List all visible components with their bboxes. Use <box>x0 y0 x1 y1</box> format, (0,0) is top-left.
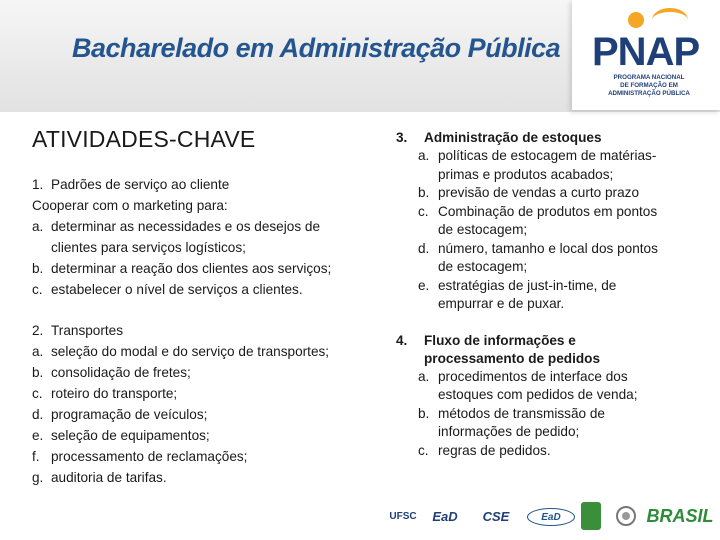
section-4-heading: 4. Fluxo de informações e processamento de pedidos <box>396 332 708 368</box>
list-item-text: previsão de vendas a curto prazo <box>438 185 640 200</box>
section-1-heading: 1. Padrões de serviço ao cliente <box>32 177 230 192</box>
list-item-text: determinar a reação dos clientes aos serviços; <box>51 261 332 276</box>
section-2-heading: 2. Transportes <box>32 323 124 338</box>
section-heading-text: Fluxo de informações e <box>424 332 576 348</box>
list-item: b. métodos de transmissão de informações de pedido; <box>396 405 708 442</box>
list-item-text: procedimentos de interface dos <box>438 368 628 384</box>
list-item-text: clientes para serviços logísticos; <box>51 240 246 255</box>
logo-person-icon <box>628 12 644 28</box>
list-item-text: estoques com pedidos de venda; <box>438 387 638 402</box>
section-1-list <box>32 216 382 300</box>
brasil-logo: BRASIL <box>646 505 714 526</box>
list-item: c. Combinação de produtos em pontos de estocagem; <box>396 203 708 240</box>
cse-logo: CSE <box>482 508 510 524</box>
footer-logos <box>385 496 715 536</box>
list-item-text: auditoria de tarifas. <box>51 470 167 485</box>
list-item: g. auditoria de tarifas. <box>32 467 382 488</box>
list-item-text: de estocagem; <box>438 222 528 237</box>
logo-swoosh-icon <box>652 8 688 32</box>
shield-logo-icon <box>581 502 601 530</box>
banner-title: Bacharelado em Administração Pública <box>72 33 561 63</box>
list-item-text: métodos de transmissão de <box>438 405 605 421</box>
list-item: b. previsão de vendas a curto prazo <box>396 184 708 203</box>
list-item: a. procedimentos de interface dos estoques com pedidos de venda; <box>396 368 708 405</box>
header-banner <box>0 0 720 112</box>
list-item: c. regras de pedidos. <box>396 442 708 461</box>
list-item-text: consolidação de fretes; <box>51 365 191 380</box>
right-column <box>396 125 708 460</box>
section-1-intro: Cooperar com o marketing para: <box>32 198 228 213</box>
capes-logo-icon <box>611 502 641 530</box>
list-item-text: de estocagem; <box>438 259 528 274</box>
list-item-text: número, tamanho e local dos pontos <box>438 240 658 256</box>
list-item: b. determinar a reação dos clientes aos serviços; <box>32 258 382 279</box>
list-item: a. políticas de estocagem de matérias- primas e produtos acabados; <box>396 147 708 184</box>
list-item-text: programação de veículos; <box>51 407 208 422</box>
list-item: a. seleção do modal e do serviço de transportes; <box>32 341 382 362</box>
list-item: e. estratégias de just-in-time, de empurrar e de puxar. <box>396 277 708 314</box>
ead-oval-logo: EaD <box>527 508 575 526</box>
list-item-text: informações de pedido; <box>438 424 580 439</box>
section-heading-text: processamento de pedidos <box>424 350 601 366</box>
ead-logo: EaD <box>432 508 458 524</box>
list-item-text: estratégias de just-in-time, de <box>438 277 617 293</box>
list-item-text: estabelecer o nível de serviços a clientes. <box>51 282 303 297</box>
list-item: c. roteiro do transporte; <box>32 383 382 404</box>
page-title: ATIVIDADES-CHAVE <box>32 126 256 152</box>
list-item-text: processamento de reclamações; <box>51 449 248 464</box>
list-item-text: Combinação de produtos em pontos <box>438 203 658 219</box>
list-item: f. processamento de reclamações; <box>32 446 382 467</box>
list-item-text: roteiro do transporte; <box>51 386 178 401</box>
logo-subtitle: PROGRAMA NACIONAL DE FORMAÇÃO EM ADMINISTRAÇÃO PÚBLICA <box>608 74 690 97</box>
list-item: e. seleção de equipamentos; <box>32 425 382 446</box>
logo-word: PNAP <box>592 30 700 74</box>
list-item-text: políticas de estocagem de matérias- <box>438 148 657 163</box>
left-column <box>32 125 382 488</box>
section-4-list <box>396 368 708 461</box>
list-item: b. consolidação de fretes; <box>32 362 382 383</box>
list-item-text: empurrar e de puxar. <box>438 296 565 311</box>
pnap-logo <box>572 0 720 110</box>
list-item-text: seleção do modal e do serviço de transportes; <box>51 344 330 359</box>
section-heading-text: Administração de estoques <box>424 130 602 145</box>
section-2-list <box>32 341 382 488</box>
section-3-list <box>396 147 708 314</box>
list-item-text: determinar as necessidades e os desejos de <box>51 219 321 234</box>
list-item: a. determinar as necessidades e os desejos de clientes para serviços logísticos; <box>32 216 382 258</box>
list-item-text: regras de pedidos. <box>438 442 551 458</box>
ufsc-logo: UFSC <box>389 510 417 522</box>
list-item: d. programação de veículos; <box>32 404 382 425</box>
list-item: d. número, tamanho e local dos pontos de estocagem; <box>396 240 708 277</box>
list-item-text: seleção de equipamentos; <box>51 428 210 443</box>
section-3-heading: 3. Administração de estoques <box>396 129 708 147</box>
list-item: c. estabelecer o nível de serviços a clientes. <box>32 279 382 300</box>
list-item-text: primas e produtos acabados; <box>438 166 614 182</box>
